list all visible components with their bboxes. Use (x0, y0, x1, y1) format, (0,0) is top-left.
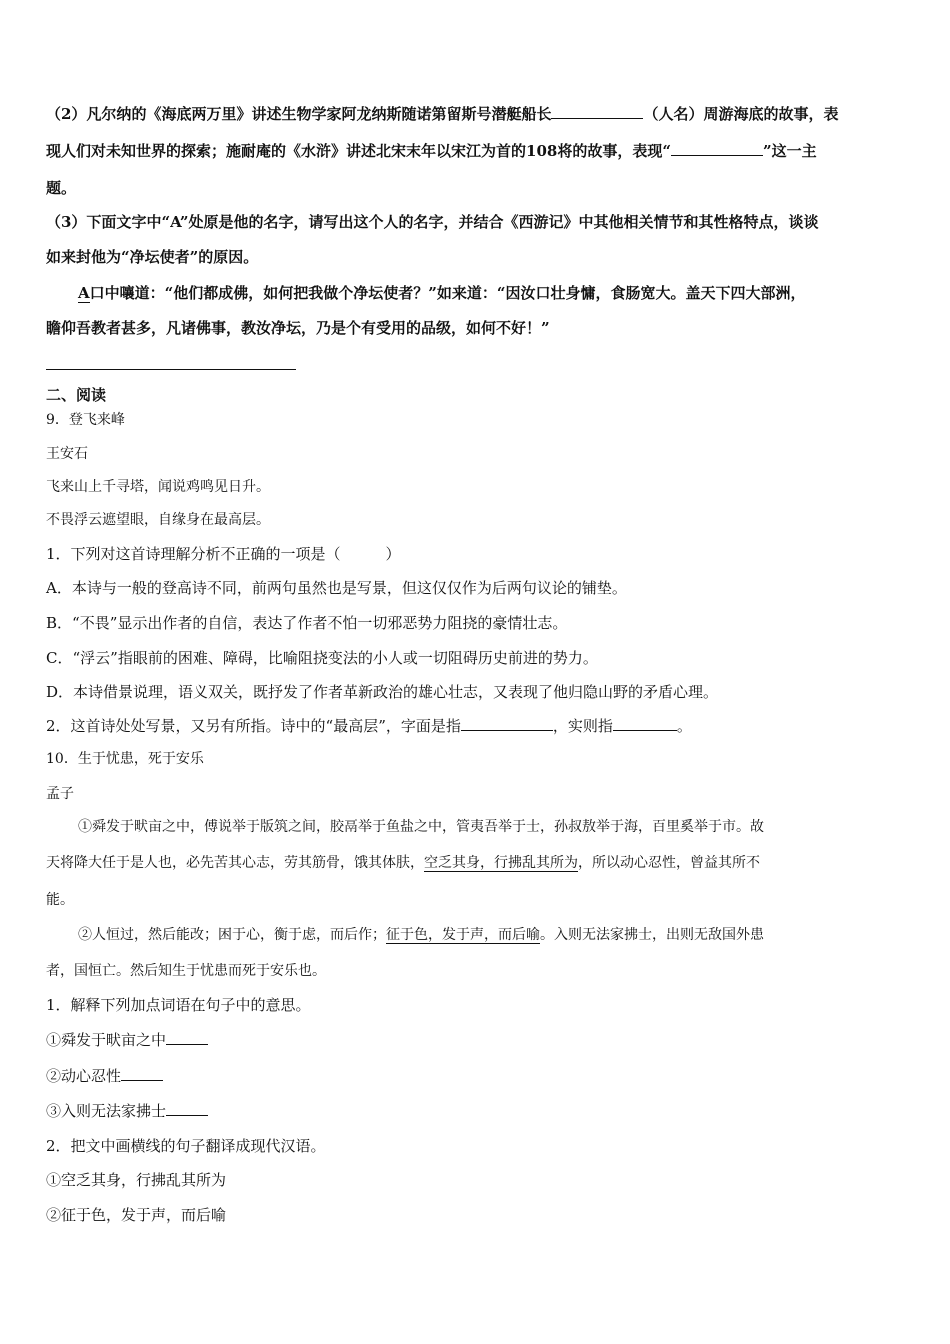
answer-blank[interactable] (166, 1101, 208, 1116)
q8-part2-line1 (46, 104, 906, 124)
q8-part2-line3: 题。 (46, 179, 77, 197)
q10-translate2: ②征于色，发于声，而后喻 (46, 1206, 227, 1224)
q10-author: 孟子 (46, 786, 74, 802)
text-segment: 。入则无法家拂士，出则无敌国外患 (540, 927, 764, 943)
underlined-sentence: 征于色，发于声，而后喻 (386, 927, 540, 943)
text-segment: 天将降大任于是人也，必先苦其心志，劳其筋骨，饿其体肤， (46, 855, 424, 871)
q10-sub1: 1．解释下列加点词语在句子中的意思。 (46, 996, 311, 1014)
quote-line1 (78, 283, 906, 303)
text-segment: 现人们对未知世界的探索；施耐庵的《水浒》讲述北宋末年以宋江为首的108将的故事，表现“ (46, 142, 671, 160)
text-segment: ，所以动心忍性，曾益其所不 (578, 855, 760, 871)
text-segment: ①舜发于畎亩之中 (46, 1031, 167, 1049)
text-segment: 2．这首诗处处写景，又另有所指。诗中的“最高层”，字面是指 (46, 717, 461, 735)
q10-item1 (46, 1030, 906, 1050)
quote-marker: A (78, 284, 90, 302)
text-segment: ②人恒过，然后能改；困于心，衡于虑，而后作； (78, 927, 386, 943)
q10-para1-line3: 能。 (46, 892, 74, 908)
text-segment: （人名）周游海底的故事，表 (643, 105, 839, 123)
q10-item2 (46, 1066, 906, 1086)
q9-author: 王安石 (46, 446, 88, 462)
text-segment: 口中嚷道：“他们都成佛，如何把我做个净坛使者？”如来道：“因汝口壮身慵，食肠宽大。盖天下四大部洲， (89, 284, 806, 302)
answer-blank[interactable] (551, 104, 643, 119)
quote-line2: 瞻仰吾教者甚多，凡诸佛事，教汝净坛，乃是个有受用的品级，如何不好！” (46, 319, 550, 337)
q9-heading: 9．登飞来峰 (46, 412, 125, 428)
text-segment: （2）凡尔纳的《海底两万里》讲述生物学家阿龙纳斯随诺第留斯号潜艇船长 (46, 105, 552, 123)
answer-blank[interactable] (461, 716, 553, 731)
q8-part3-line2: 如来封他为“净坛使者”的原因。 (46, 248, 259, 266)
answer-blank[interactable] (613, 716, 677, 731)
q10-para1-line2 (46, 853, 906, 873)
text-segment: ”这一主 (762, 142, 817, 160)
q9-poem-line2: 不畏浮云遮望眼，自缘身在最高层。 (46, 512, 270, 528)
q10-translate1: ①空乏其身，行拂乱其所为 (46, 1171, 227, 1189)
q9-option-d[interactable]: D．本诗借景说理，语义双关，既抒发了作者革新政治的雄心壮志，又表现了他归隐山野的矛盾心理。 (46, 683, 719, 701)
q10-sub2: 2．把文中画横线的句子翻译成现代汉语。 (46, 1137, 326, 1155)
answer-line[interactable] (46, 369, 296, 370)
q9-option-c[interactable]: C．“浮云”指眼前的困难、障碍，比喻阻挠变法的小人或一切阻碍历史前进的势力。 (46, 649, 598, 667)
answer-blank[interactable] (121, 1066, 163, 1081)
q10-para2-line1 (78, 925, 906, 945)
q10-heading: 10．生于忧患，死于安乐 (46, 751, 204, 767)
text-segment: ，实则指 (552, 717, 613, 735)
q9-option-b[interactable]: B．“不畏”显示出作者的自信，表达了作者不怕一切邪恶势力阻挠的豪情壮志。 (46, 614, 568, 632)
text-segment: ②动心忍性 (46, 1067, 122, 1085)
answer-blank[interactable] (166, 1030, 208, 1045)
q10-para2-line2: 者，国恒亡。然后知生于忧患而死于安乐也。 (46, 963, 326, 979)
q9-option-a[interactable]: A．本诗与一般的登高诗不同，前两句虽然也是写景，但这仅仅作为后两句议论的铺垫。 (46, 579, 627, 597)
q8-part2-line2 (46, 141, 906, 161)
q9-sub2 (46, 716, 906, 736)
text-segment: 。 (676, 717, 692, 735)
q9-sub1: 1．下列对这首诗理解分析不正确的一项是（ ） (46, 545, 401, 563)
text-segment: ③入则无法家拂士 (46, 1102, 167, 1120)
answer-blank[interactable] (671, 141, 763, 156)
q10-item3 (46, 1101, 906, 1121)
q9-poem-line1: 飞来山上千寻塔，闻说鸡鸣见日升。 (46, 479, 270, 495)
section-title: 二、阅读 (46, 386, 107, 404)
underlined-sentence: 空乏其身，行拂乱其所为 (424, 855, 578, 871)
q10-para1-line1: ①舜发于畎亩之中，傅说举于版筑之间，胶鬲举于鱼盐之中，管夷吾举于士，孙叔敖举于海，百里奚举于市。故 (78, 819, 764, 835)
q8-part3-line1: （3）下面文字中“A”处原是他的名字，请写出这个人的名字，并结合《西游记》中其他相关情节和其性格特点，谈谈 (46, 213, 819, 231)
